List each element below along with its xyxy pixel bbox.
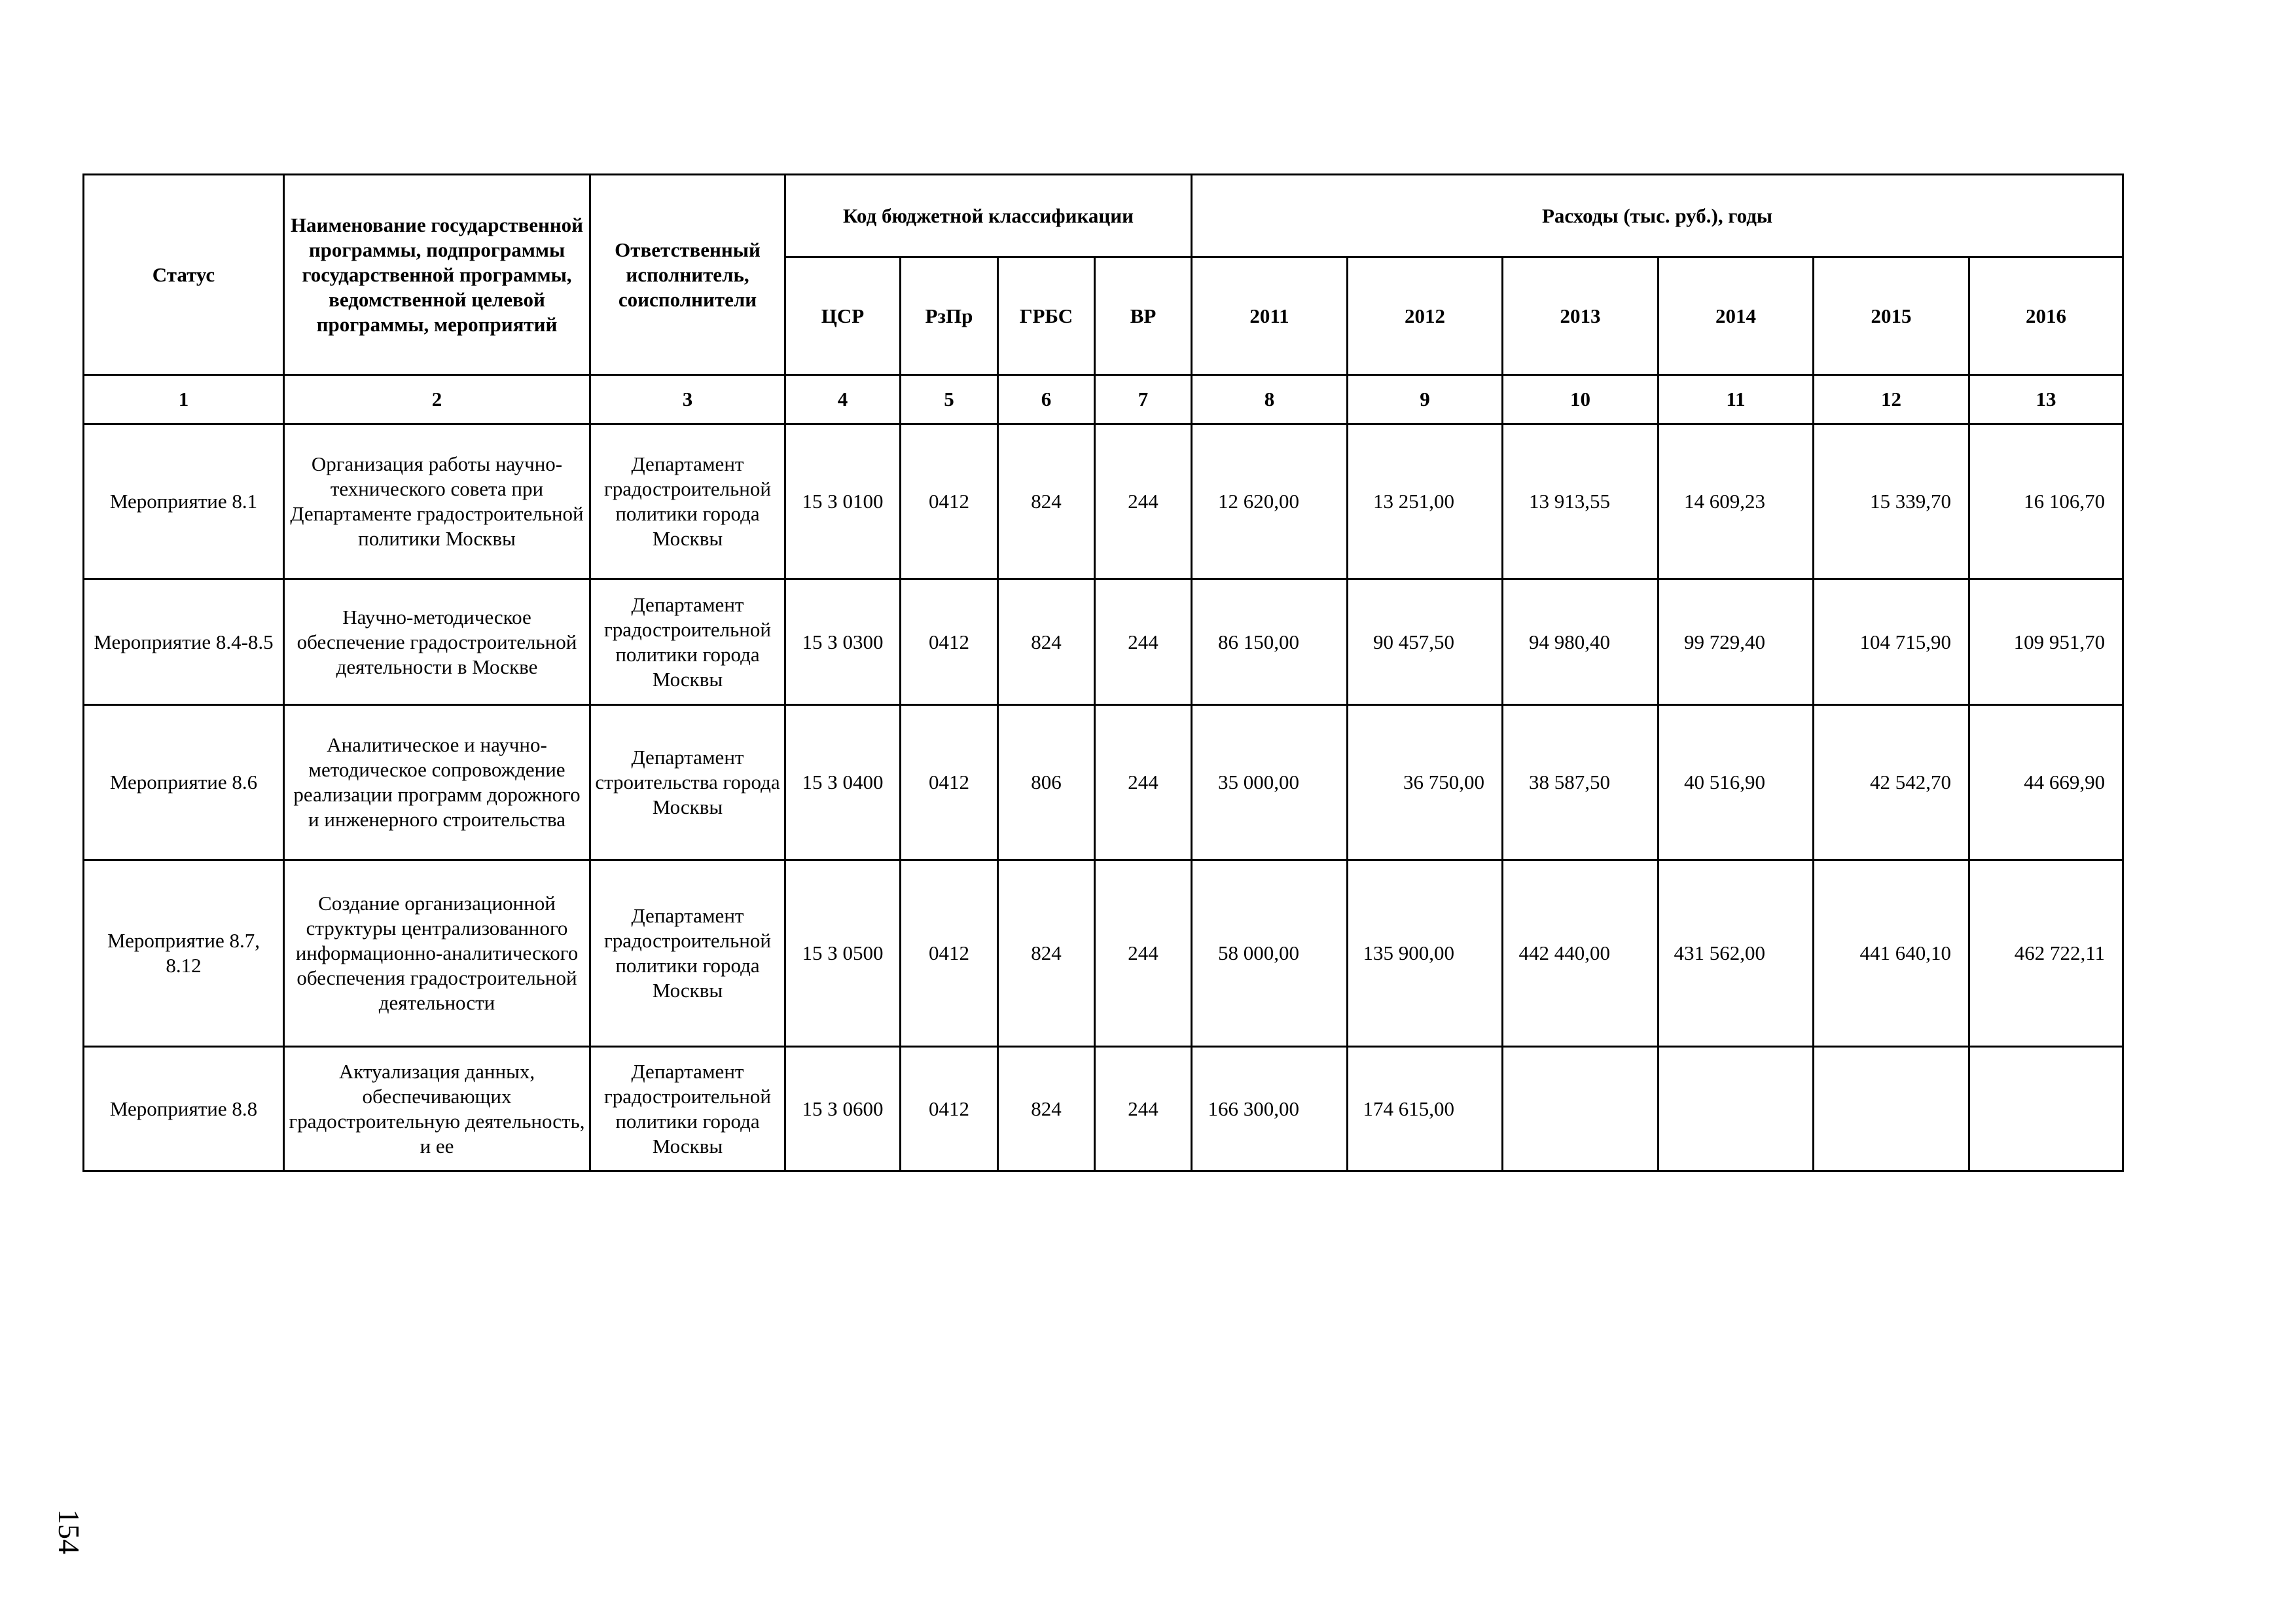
rzpr-cell: 0412 xyxy=(901,424,998,579)
csr-cell: 15 З 0600 xyxy=(785,1047,901,1171)
amount-value: 58 000,00 xyxy=(1218,941,1300,964)
header-row-top xyxy=(84,175,2123,257)
column-number: 1 xyxy=(84,375,284,424)
amount-value: 13 913,55 xyxy=(1529,490,1611,513)
amount-value: 166 300,00 xyxy=(1208,1097,1300,1120)
amount-2013-cell xyxy=(1503,579,1659,705)
amount-2014-cell xyxy=(1659,579,1814,705)
column-number: 6 xyxy=(998,375,1095,424)
amount-value: 135 900,00 xyxy=(1363,941,1455,964)
header-year-2014: 2014 xyxy=(1659,257,1814,375)
amount-value: 35 000,00 xyxy=(1218,771,1300,793)
header-responsible: Ответственный исполнитель, соисполнители xyxy=(590,175,785,375)
table-row xyxy=(84,579,2123,705)
table-row xyxy=(84,860,2123,1047)
name-cell: Создание организационной структуры централизованного информационно-аналитического обеспечения градостроительной деятельности xyxy=(284,860,590,1047)
header-year-2013: 2013 xyxy=(1503,257,1659,375)
amount-2015-cell: 42 542,70 xyxy=(1814,705,1969,860)
amount-value: 90 457,50 xyxy=(1373,630,1455,653)
grbs-cell: 824 xyxy=(998,424,1095,579)
amount-2012-cell: 36 750,00 xyxy=(1348,705,1503,860)
header-code-vr: ВР xyxy=(1095,257,1192,375)
amount-2012-cell xyxy=(1348,1047,1503,1171)
amount-value: 13 251,00 xyxy=(1373,490,1455,513)
amount-2014-cell xyxy=(1659,1047,1814,1171)
amount-2013-cell xyxy=(1503,860,1659,1047)
grbs-cell: 824 xyxy=(998,579,1095,705)
amount-2016-cell xyxy=(1969,1047,2123,1171)
amount-2013-cell xyxy=(1503,424,1659,579)
table-row xyxy=(84,705,2123,860)
amount-2012-cell xyxy=(1348,424,1503,579)
amount-value: 38 587,50 xyxy=(1529,771,1611,793)
status-cell: Мероприятие 8.1 xyxy=(84,424,284,579)
table-row xyxy=(84,1047,2123,1171)
table-row xyxy=(84,424,2123,579)
column-number: 7 xyxy=(1095,375,1192,424)
amount-2011-cell xyxy=(1192,1047,1348,1171)
amount-2014-cell xyxy=(1659,860,1814,1047)
amount-2012-cell xyxy=(1348,579,1503,705)
header-name: Наименование государственной программы, подпрограммы государственной программы, ведомственной целевой программы, мероприятий xyxy=(284,175,590,375)
column-number: 12 xyxy=(1814,375,1969,424)
amount-2011-cell xyxy=(1192,860,1348,1047)
amount-2015-cell: 104 715,90 xyxy=(1814,579,1969,705)
csr-cell: 15 З 0400 xyxy=(785,705,901,860)
responsible-cell: Департамент градостроительной политики города Москвы xyxy=(590,1047,785,1171)
rzpr-cell: 0412 xyxy=(901,579,998,705)
column-number: 4 xyxy=(785,375,901,424)
column-number: 13 xyxy=(1969,375,2123,424)
vr-cell: 244 xyxy=(1095,579,1192,705)
amount-value: 442 440,00 xyxy=(1518,941,1611,964)
responsible-cell: Департамент строительства города Москвы xyxy=(590,705,785,860)
amount-value: 99 729,40 xyxy=(1684,630,1766,653)
column-number: 9 xyxy=(1348,375,1503,424)
header-year-2015: 2015 xyxy=(1814,257,1969,375)
amount-2016-cell: 109 951,70 xyxy=(1969,579,2123,705)
csr-cell: 15 З 0100 xyxy=(785,424,901,579)
csr-cell: 15 З 0500 xyxy=(785,860,901,1047)
column-number: 10 xyxy=(1503,375,1659,424)
grbs-cell: 824 xyxy=(998,1047,1095,1171)
amount-2013-cell xyxy=(1503,1047,1659,1171)
header-year-2012: 2012 xyxy=(1348,257,1503,375)
responsible-cell: Департамент градостроительной политики города Москвы xyxy=(590,579,785,705)
column-number: 5 xyxy=(901,375,998,424)
rzpr-cell: 0412 xyxy=(901,860,998,1047)
amount-2016-cell: 16 106,70 xyxy=(1969,424,2123,579)
amount-2015-cell xyxy=(1814,1047,1969,1171)
name-cell: Организация работы научно-технического совета при Департаменте градостроительной политики Москвы xyxy=(284,424,590,579)
rzpr-cell: 0412 xyxy=(901,1047,998,1171)
header-budget-code: Код бюджетной классификации xyxy=(785,175,1192,257)
header-expenses: Расходы (тыс. руб.), годы xyxy=(1192,175,2123,257)
amount-value: 12 620,00 xyxy=(1218,490,1300,513)
header-year-2011: 2011 xyxy=(1192,257,1348,375)
amount-value: 14 609,23 xyxy=(1684,490,1766,513)
grbs-cell: 806 xyxy=(998,705,1095,860)
header-code-rzpr: РзПр xyxy=(901,257,998,375)
amount-value: 86 150,00 xyxy=(1218,630,1300,653)
column-number-row xyxy=(84,375,2123,424)
amount-2015-cell: 441 640,10 xyxy=(1814,860,1969,1047)
amount-2011-cell xyxy=(1192,424,1348,579)
status-cell: Мероприятие 8.6 xyxy=(84,705,284,860)
rzpr-cell: 0412 xyxy=(901,705,998,860)
responsible-cell: Департамент градостроительной политики города Москвы xyxy=(590,860,785,1047)
header-code-grbs: ГРБС xyxy=(998,257,1095,375)
name-cell: Актуализация данных, обеспечивающих градостроительную деятельность, и ее xyxy=(284,1047,590,1171)
header-code-csr: ЦСР xyxy=(785,257,901,375)
amount-2015-cell: 15 339,70 xyxy=(1814,424,1969,579)
name-cell: Аналитическое и научно-методическое сопровождение реализации программ дорожного и инженерного строительства xyxy=(284,705,590,860)
status-cell: Мероприятие 8.4-8.5 xyxy=(84,579,284,705)
header-year-2016: 2016 xyxy=(1969,257,2123,375)
amount-value: 40 516,90 xyxy=(1684,771,1766,793)
vr-cell: 244 xyxy=(1095,1047,1192,1171)
status-cell: Мероприятие 8.7, 8.12 xyxy=(84,860,284,1047)
amount-2014-cell xyxy=(1659,424,1814,579)
status-cell: Мероприятие 8.8 xyxy=(84,1047,284,1171)
amount-2012-cell xyxy=(1348,860,1503,1047)
responsible-cell: Департамент градостроительной политики города Москвы xyxy=(590,424,785,579)
vr-cell: 244 xyxy=(1095,424,1192,579)
column-number: 3 xyxy=(590,375,785,424)
csr-cell: 15 З 0300 xyxy=(785,579,901,705)
amount-2016-cell: 462 722,11 xyxy=(1969,860,2123,1047)
vr-cell: 244 xyxy=(1095,705,1192,860)
page-number: 154 xyxy=(52,1509,86,1554)
header-status: Статус xyxy=(84,175,284,375)
column-number: 2 xyxy=(284,375,590,424)
budget-table xyxy=(82,173,2124,1172)
amount-value: 431 562,00 xyxy=(1674,941,1766,964)
vr-cell: 244 xyxy=(1095,860,1192,1047)
amount-2013-cell xyxy=(1503,705,1659,860)
amount-2011-cell xyxy=(1192,579,1348,705)
column-number: 8 xyxy=(1192,375,1348,424)
amount-value: 94 980,40 xyxy=(1529,630,1611,653)
amount-2014-cell xyxy=(1659,705,1814,860)
name-cell: Научно-методическое обеспечение градостроительной деятельности в Москве xyxy=(284,579,590,705)
column-number: 11 xyxy=(1659,375,1814,424)
grbs-cell: 824 xyxy=(998,860,1095,1047)
amount-value: 174 615,00 xyxy=(1363,1097,1455,1120)
amount-2011-cell xyxy=(1192,705,1348,860)
amount-2016-cell: 44 669,90 xyxy=(1969,705,2123,860)
